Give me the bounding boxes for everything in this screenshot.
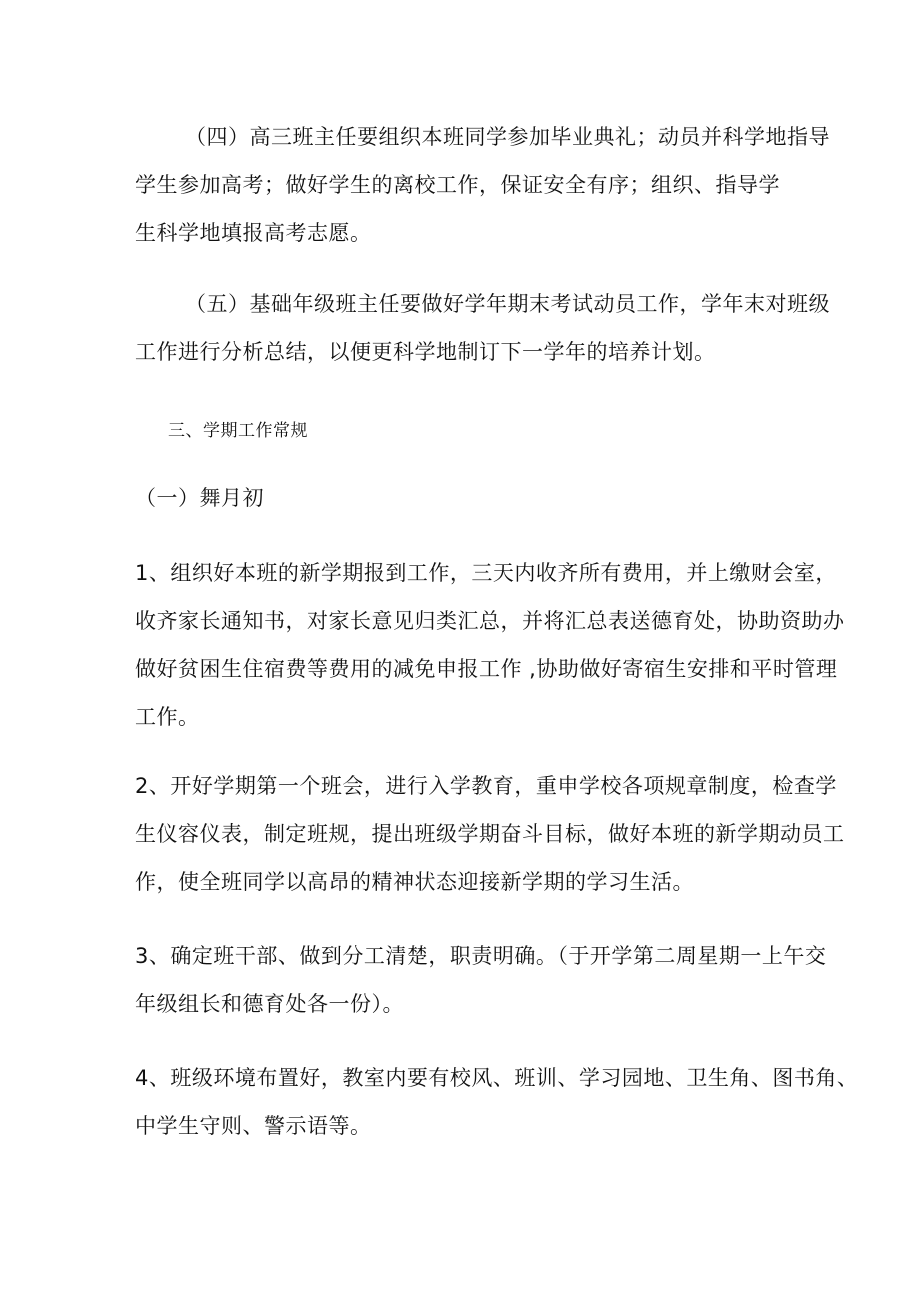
item2-line-1: 2、开好学期第一个班会，进行入学教育，重申学校各项规章制度，检查学 [135,774,837,798]
item1-line-3: 做好贫困生住宿费等费用的减免申报工作 ,协助做好寄宿生安排和平时管理 [135,657,838,681]
section5-line-1: （五）基础年级班主任要做好学年期末考试动员工作，学年末对班级 [185,292,830,316]
item4-line-1: 4、班级环境布置好，教室内要有校风、班训、学习园地、卫生角、图书角、 [135,1066,859,1090]
section4-line-1: （四）高三班主任要组织本班同学参加毕业典礼；动员并科学地指导 [185,125,830,149]
section4-line-2: 学生参加高考；做好学生的离校工作，保证安全有序；组织、指导学 [135,173,780,197]
item4-line-2: 中学生守则、警示语等。 [135,1114,372,1138]
section5-line-2: 工作进行分析总结，以便更科学地制订下一学年的培养计划。 [135,340,716,364]
item3-line-2: 年级组长和德育处各一份）。 [135,992,404,1016]
item2-line-2: 生仪容仪表，制定班规，提出班级学期奋斗目标，做好本班的新学期动员工 [135,822,845,846]
section-heading-3: 三、学期工作常规 [168,421,308,441]
item1-line-4: 工作。 [135,705,200,729]
item1-line-2: 收齐家长通知书，对家长意见归类汇总，并将汇总表送德育处，协助资助办 [135,609,845,633]
subheading-1: （一）舞月初 [135,486,264,510]
item1-line-1: 1、组织好本班的新学期报到工作，三天内收齐所有费用，并上缴财会室， [135,561,837,585]
section4-line-3: 生科学地填报高考志愿。 [135,221,372,245]
item2-line-3: 作，使全班同学以高昂的精神状态迎接新学期的学习生活。 [135,870,694,894]
item3-line-1: 3、确定班干部、做到分工清楚，职责明确。（于开学第二周星期一上午交 [135,944,827,968]
